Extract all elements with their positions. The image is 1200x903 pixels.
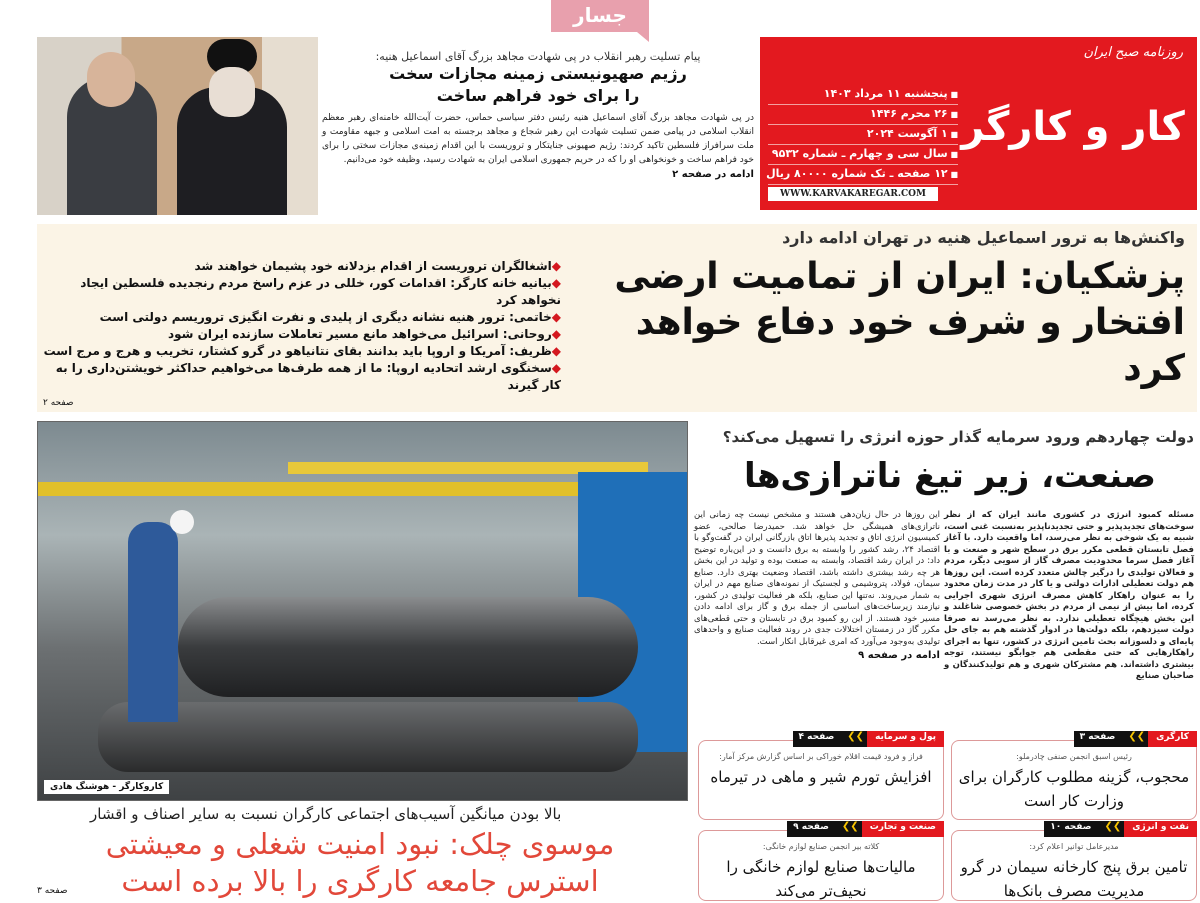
hijri-date: ■ ۲۶ محرم ۱۴۴۶ [768, 105, 958, 125]
leader-continued[interactable]: ادامه در صفحه ۲ [672, 169, 754, 180]
masthead [760, 37, 1197, 210]
masthead-tagline: روزنامه صبح ایران [1083, 45, 1183, 60]
photo-credit: کاروکارگر - هوشنگ هادی [44, 780, 169, 794]
teaser-headline: تامین برق پنج کارخانه سیمان در گرو مدیریت مصرف بانک‌ها [960, 858, 1188, 900]
bullet-item: ◆خاتمی: ترور هنیه نشانه دیگری از پلیدی و نفرت انگیزی تروریسم دولتی است [99, 310, 561, 324]
leader-story [322, 50, 754, 180]
gregorian-date: ■ ۱ آگوست ۲۰۲۴ [768, 125, 958, 145]
teaser-headline: افزایش تورم شیر و ماهی در تیرماه [710, 768, 932, 786]
issue-date: ■ پنجشنبه ۱۱ مرداد ۱۴۰۳ [768, 85, 958, 105]
teaser-kicker: کلاته بیر انجمن صنایع لوازم خانگی: [762, 842, 880, 851]
teaser-box[interactable]: نفت و انرژی ❯❯ صفحه ۱۰ مدیرعامل توانیر اعلام کرد: تامین برق پنج کارخانه سیمان در گرو مدیریت مصرف بانک‌ها [951, 830, 1197, 901]
factory-photo [37, 421, 688, 801]
masthead-logo: کار و کارگر [961, 104, 1185, 150]
teaser-headline: مالیات‌ها صنایع لوازم خانگی را نحیف‌تر می‌کند [726, 858, 916, 900]
leader-headline: رژیم صهیونیستی زمینه مجازات سخت را برای خود فراهم ساخت [389, 64, 687, 105]
energy-continued[interactable]: ادامه در صفحه ۹ [858, 650, 940, 661]
bullet-item: ◆سخنگوی ارشد اتحادیه اروپا: ما از همه طرف‌ها می‌خواهیم حداکثر خویشتن‌داری را به کار گیرند [55, 361, 561, 392]
teaser-box[interactable]: پول و سرمایه ❯❯ صفحه ۴ فراز و فرود قیمت اقلام خوراکی بر اساس گزارش مرکز آمار: افزایش تورم شیر و ماهی در تیرماه [698, 740, 944, 820]
teaser-box[interactable]: کارگری ❯❯ صفحه ۳ رئیس اسبق انجمن صنفی چادرملو: محجوب، گزینه مطلوب کارگران برای وزارت کار است [951, 740, 1197, 820]
lead-kicker: واکنش‌ها به ترور اسماعیل هنیه در تهران ادامه دارد [782, 228, 1185, 247]
issue-number: ■ سال سی و چهارم ـ شماره ۹۵۳۲ [768, 145, 958, 165]
energy-column-1: مسئله کمبود انرژی در کشوری مانند ایران که از نظر سوخت‌های تجدیدپذیر و حتی تجدیدناپذیر به‌نسبت غنی است، شبیه به یک شوخی به نظر می‌رسد، اما واقعیت دارد. با آغاز فصل تابستان قطعی مکرر برق در سطح شهر و صنعت و با آغاز فصل سرما محدودیت مصرف گاز از سویی دیگر، مردم و فعالان تولیدی را درگیر چالش متعدد کرده است. این روزها هم دولت تعطیلی ادارات دولتی و یا کار در مدت زمان محدود را به عنوان راهکار کاهش مصرف انرژی شهری اجرایی کرده، اما بیش از نیمی از مردم در بخش خصوصی شاغلند و این بخش هیچگاه تعطیلی ندارد. به نظر می‌رسد نه صرفا دولت سیزدهم، بلکه دولت‌ها در ادوار گذشته هم به جای حل پایه‌ای و دلسوزانه بحث تامین انرژی در کشور، تنها به اجرای راهکارهایی که حتی مقطعی هم جوابگو نیستند، توجه بیشتری داشته‌اند. هم مشترکان شهری و هم تولیدکنندگان و صاحبان صنایع [944, 510, 1194, 681]
lead-story [37, 224, 1197, 412]
teaser-box[interactable]: صنعت و تجارت ❯❯ صفحه ۹ کلاته بیر انجمن صنایع لوازم خانگی: مالیات‌ها صنایع لوازم خانگی را نحیف‌تر می‌کند [698, 830, 944, 901]
leader-kicker: پیام تسلیت رهبر انقلاب در پی شهادت مجاهد بزرگ آقای اسماعیل هنیه: [375, 50, 701, 63]
masthead-info [768, 85, 958, 185]
leader-body: در پی شهادت مجاهد بزرگ آقای اسماعیل هنیه رئیس دفتر سیاسی حماس، حضرت آیت‌الله خامنه‌ای رهبر معظم انقلاب اسلامی در پیامی ضمن تسلیت شهادت این رهبر شجاع و مجاهد برجسته به امت اسلامی و جبهه مقاومت و ملت سرافراز فلسطین تاکید کردند: رژیم صهیونی جنایتکار و تروریست با این اقدام زمینه‌ی مجازات سختی را برای خود فراهم ساخت و خونخواهی او را که در حریم جمهوری اسلامی ایران به شهادت رسید، وظیفه خود می‌دانیم. [322, 113, 754, 165]
teaser-headline: محجوب، گزینه مطلوب کارگران برای وزارت کار است [958, 768, 1190, 810]
lead-page-ref[interactable]: صفحه ۲ [43, 398, 74, 408]
teaser-kicker: فراز و فرود قیمت اقلام خوراکی بر اساس گزارش مرکز آمار: [719, 752, 923, 761]
lead-headline: پزشکیان: ایران از تمامیت ارضی افتخار و شرف خود دفاع خواهد کرد [614, 256, 1185, 389]
section-tag: جسار [551, 0, 649, 32]
website-link[interactable]: WWW.KARVAKAREGAR.COM [768, 187, 938, 201]
price: ■ ۱۲ صفحه ـ تک شماره ۸۰۰۰۰ ریال [768, 165, 958, 185]
photo-story-page-ref[interactable]: صفحه ۳ [37, 886, 68, 896]
bullet-item: ◆اشغالگران تروریست از اقدام بزدلانه خود پشیمان خواهند شد [194, 259, 561, 273]
leader-photo [37, 37, 318, 215]
energy-column-2: این روزها در حال زیان‌دهی هستند و مشخص نیست چه زمانی این ناترازی‌های همیشگی حل خواهد شد. حمیدرضا صالحی، عضو کمیسیون انرژی اتاق و تجدید پذیرها اتاق بازرگانی ایران در گفت‌وگو با اقتصاد ۲۴، رشد کشور را وابسته به برق دانست و در این‌باره توضیح داد: در ایران رشد اقتصاد، وابسته به صنعت بوده و تولید در این بخش هر چه رشد بیشتری داشته باشد، اقتصاد وضعیت بهتری دارد. صنایع سیمان، فولاد، پتروشیمی و لجستیک از نمونه‌های صنایع مهم در ایران به شمار می‌روند. نه‌تنها این صنایع، بلکه هر فعالیت تولیدی در کشور، نیازمند زیرساخت‌های اساسی از جمله برق و گاز برای ادامه دادن مسیر خود هستند. از این رو کمبود برق در تابستان و حتی قطعی‌های مکرر گاز در زمستان اختلالات جدی در روند فعالیت صنایع و واحدهای تولیدی به‌وجود می‌آورد که امری غیرقابل انکار است. ادامه در صفحه ۹ [694, 510, 940, 661]
photo-story-headline: موسوی چلک: نبود امنیت شغلی و معیشتی استرس جامعه کارگری را بالا برده است [105, 827, 615, 898]
photo-story-kicker: بالا بودن میانگین آسیب‌های اجتماعی کارگران نسبت به سایر اصناف و اقشار [90, 805, 562, 823]
teaser-kicker: مدیرعامل توانیر اعلام کرد: [1029, 842, 1119, 851]
teaser-kicker: رئیس اسبق انجمن صنفی چادرملو: [1016, 752, 1132, 761]
bullet-item: ◆روحانی: اسرائیل می‌خواهد مانع مسیر تعاملات سازنده ایران شود [167, 327, 561, 341]
energy-kicker: دولت چهاردهم ورود سرمایه گذار حوزه انرژی را تسهیل می‌کند؟ [722, 428, 1194, 446]
bullet-item: ◆بیانیه خانه کارگر: اقدامات کور، خللی در عزم راسخ مردم رنجدیده فلسطین ایجاد نخواهد کرد [80, 276, 561, 307]
energy-headline: صنعت، زیر تیغ ناترازی‌ها [744, 456, 1156, 496]
bullet-item: ◆ظریف: آمریکا و اروپا باید بدانند بقای نتانیاهو در گرو کشتار، تخریب و هرج و مرج است [43, 344, 561, 358]
lead-bullets [41, 258, 561, 394]
